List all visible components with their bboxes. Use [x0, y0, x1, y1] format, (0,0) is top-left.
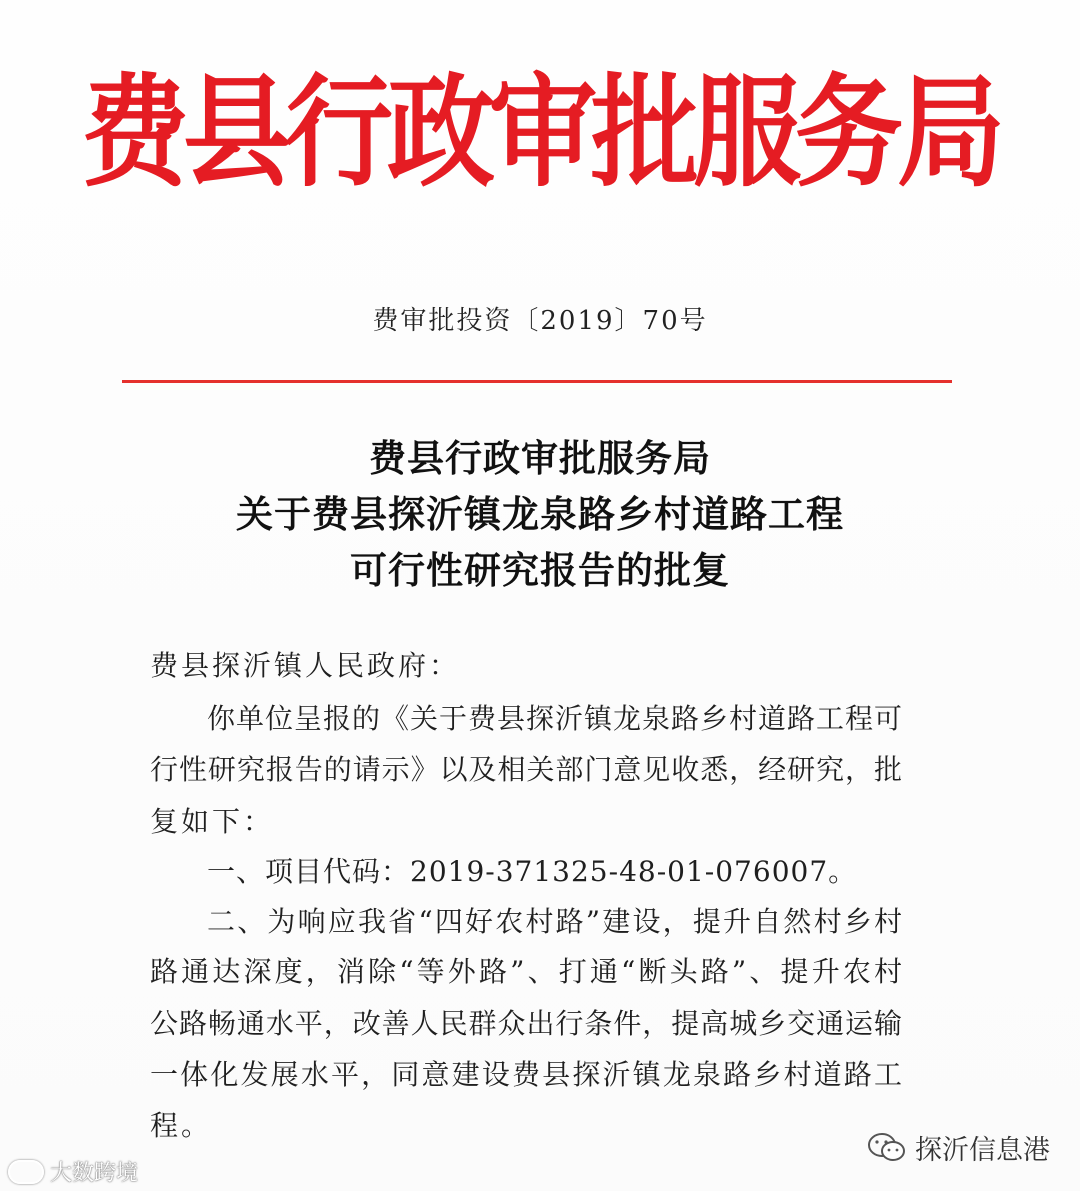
document-number: 费审批投资〔2019〕70号 — [372, 306, 708, 336]
title-line-2: 关于费县探沂镇龙泉路乡村道路工程 — [236, 493, 844, 536]
title-line-3: 可行性研究报告的批复 — [350, 549, 730, 592]
body-line: 行性研究报告的请示》以及相关部门意见收悉，经研究，批 — [150, 753, 902, 786]
masthead-title: 费县行政审批服务局 — [80, 63, 999, 204]
body-line: 公路畅通水平，改善人民群众出行条件，提高城乡交通运输 — [150, 1007, 902, 1040]
title-line-1: 费县行政审批服务局 — [369, 437, 711, 480]
watermark-right — [867, 1128, 1050, 1167]
watermark-right-text: 探沂信息港 — [915, 1135, 1050, 1166]
watermark-left — [8, 1156, 138, 1187]
wechat-icon — [867, 1132, 907, 1164]
body-line: 你单位呈报的《关于费县探沂镇龙泉路乡村道路工程可 — [207, 702, 902, 735]
body-line: 路通达深度，消除“等外路”、打通“断头路”、提升农村 — [150, 955, 902, 988]
body-line: 程。 — [150, 1109, 213, 1142]
red-divider-line — [122, 380, 952, 383]
body-line: 二、为响应我省“四好农村路”建设，提升自然村乡村 — [207, 905, 902, 938]
watermark-left-text: 大数跨境 — [50, 1161, 139, 1186]
weibo-logo-icon — [8, 1160, 44, 1184]
addressee: 费县探沂镇人民政府： — [150, 649, 461, 682]
body-line: 复如下： — [150, 805, 275, 838]
body-line: 一、项目代码：2019-371325-48-01-076007。 — [207, 855, 858, 888]
body-line: 一体化发展水平，同意建设费县探沂镇龙泉路乡村道路工 — [150, 1058, 902, 1091]
